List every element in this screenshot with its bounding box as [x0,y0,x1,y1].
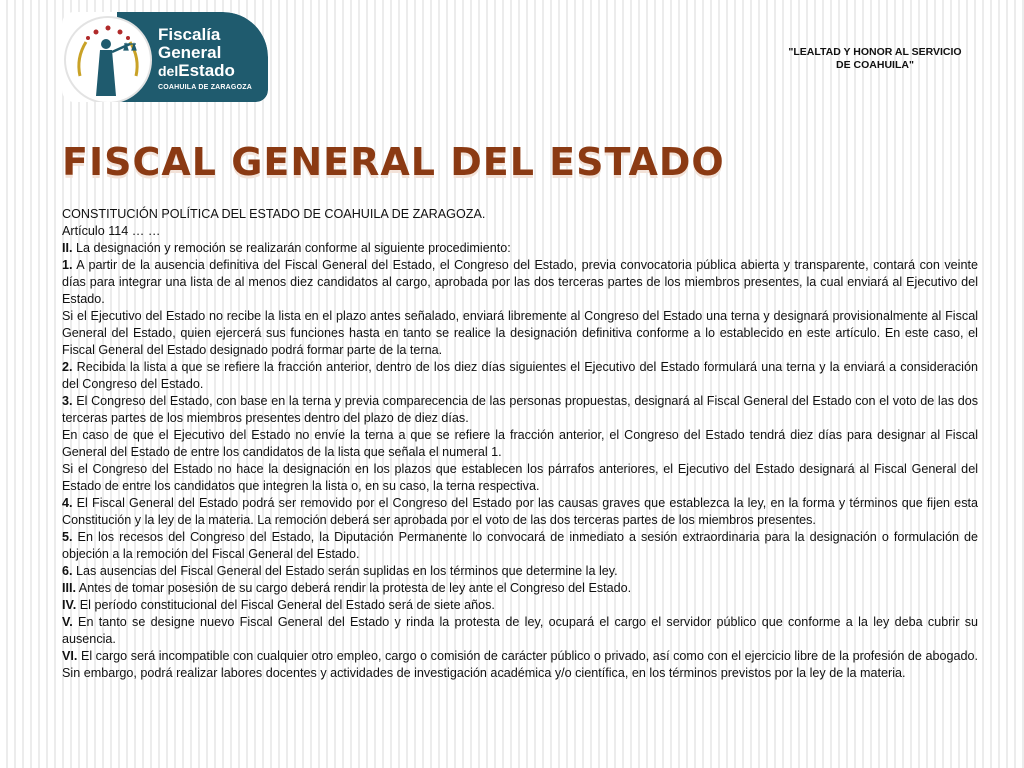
logo-line3b: Estado [178,61,235,80]
paragraph-number: IV. [62,598,77,612]
paragraph [62,308,978,359]
paragraph-text: El período constitucional del Fiscal General del Estado será de siete años. [76,598,495,612]
motto [780,46,970,72]
justice-emblem-icon [64,16,152,102]
paragraph [62,580,978,597]
paragraph-text: Antes de tomar posesión de su cargo deberá rendir la protesta de ley ante el Congreso del Estado. [76,581,632,595]
paragraph-number: 4. [62,496,73,510]
paragraph-number: 6. [62,564,73,578]
paragraph-text: A partir de la ausencia definitiva del Fiscal General del Estado, el Congreso del Estado, previa convocatoria pública abierta y transparente, contará con veinte días para integrar una lista de al menos diez candidatos al cargo, aprobada por las dos terceras partes de los miembros presentes, la cual enviará al Ejecutivo del Estado. [62,258,978,306]
paragraph-number: II. [62,241,73,255]
paragraph-number: V. [62,615,73,629]
paragraph-list [62,240,978,682]
logo-line3a: del [158,63,179,79]
document-body [62,206,978,682]
document-heading: CONSTITUCIÓN POLÍTICA DEL ESTADO DE COAHUILA DE ZARAGOZA. [62,207,486,221]
paragraph-text: En tanto se designe nuevo Fiscal General del Estado y rinda la protesta de ley, ocupará el cargo el servidor público que conforme a la ley deba cubrir su ausencia. [62,615,978,646]
paragraph-number: III. [62,581,76,595]
paragraph [62,240,978,257]
paragraph-text: El cargo será incompatible con cualquier otro empleo, cargo o comisión de carácter público o privado, así como con el ejercicio libre de la profesión de abogado. Sin embargo, podrá realizar labores docentes y actividades de investigación académica y/o científica, en los términos previstos por la ley de la materia. [62,649,978,680]
paragraph-text: Si el Ejecutivo del Estado no recibe la lista en el plazo antes señalado, enviará libremente al Congreso del Estado una terna y designará provisionalmente al Fiscal General del Estado, quien ejercerá sus funciones hasta en tanto se realice la designación definitiva conforme a lo establecido en este artículo. En este caso, el Fiscal General del Estado designado podrá formar parte de la terna. [62,309,978,357]
paragraph-number: 5. [62,530,73,544]
paragraph [62,359,978,393]
paragraph [62,257,978,308]
paragraph [62,614,978,648]
motto-line2: DE COAHUILA" [836,59,914,71]
paragraph [62,427,978,461]
paragraph [62,461,978,495]
paragraph-text: Si el Congreso del Estado no hace la designación en los plazos que establecen los párrafos anteriores, el Ejecutivo del Estado designará al Fiscal General del Estado de entre los candidatos que integren la lista o, en su caso, la terna respectiva. [62,462,978,493]
paragraph-text: El Congreso del Estado, con base en la terna y previa comparecencia de las personas propuestas, designará al Fiscal General del Estado con el voto de las dos terceras partes de los miembros presentes dentro del plazo de diez días. [62,394,978,425]
logo-line2: General [158,43,222,62]
paragraph-text: La designación y remoción se realizarán conforme al siguiente procedimiento: [72,241,511,255]
paragraph-text: Recibida la lista a que se refiere la fracción anterior, dentro de los diez días siguientes el Ejecutivo del Estado formulará una terna y la enviará a consideración del Congreso del Estado. [62,360,978,391]
paragraph-text: En los recesos del Congreso del Estado, la Diputación Permanente lo convocará de inmediato a sesión extraordinaria para la designación o formulación de objeción a la remoción del Fiscal General del Estado. [62,530,978,561]
paragraph [62,495,978,529]
fiscalia-logo [62,12,268,102]
paragraph-number: 2. [62,360,73,374]
paragraph-number: 1. [62,258,73,272]
paragraph-text: El Fiscal General del Estado podrá ser removido por el Congreso del Estado por las causas graves que establezca la ley, en la forma y términos que fijen esta Constitución y la ley de la materia. La remoción deberá ser aprobada por el voto de las dos terceras partes de los miembros presentes. [62,496,978,527]
paragraph [62,393,978,427]
article-reference: Artículo 114 … … [62,224,161,238]
paragraph-text: En caso de que el Ejecutivo del Estado no envíe la terna a que se refiere la fracción anterior, el Congreso del Estado tendrá diez días para designar al Fiscal General del Estado de entre los candidatos de la lista que señala el numeral 1. [62,428,978,459]
paragraph [62,529,978,563]
paragraph [62,563,978,580]
page-title: FISCAL GENERAL DEL ESTADO [62,140,725,184]
paragraph [62,597,978,614]
logo-line1: Fiscalía [158,25,221,44]
paragraph-text: Las ausencias del Fiscal General del Estado serán suplidas en los términos que determine la ley. [72,564,618,578]
paragraph-number: 3. [62,394,73,408]
motto-line1: "LEALTAD Y HONOR AL SERVICIO [788,46,962,58]
logo-subtitle: COAHUILA DE ZARAGOZA [158,84,252,91]
paragraph [62,648,978,682]
paragraph-number: VI. [62,649,78,663]
